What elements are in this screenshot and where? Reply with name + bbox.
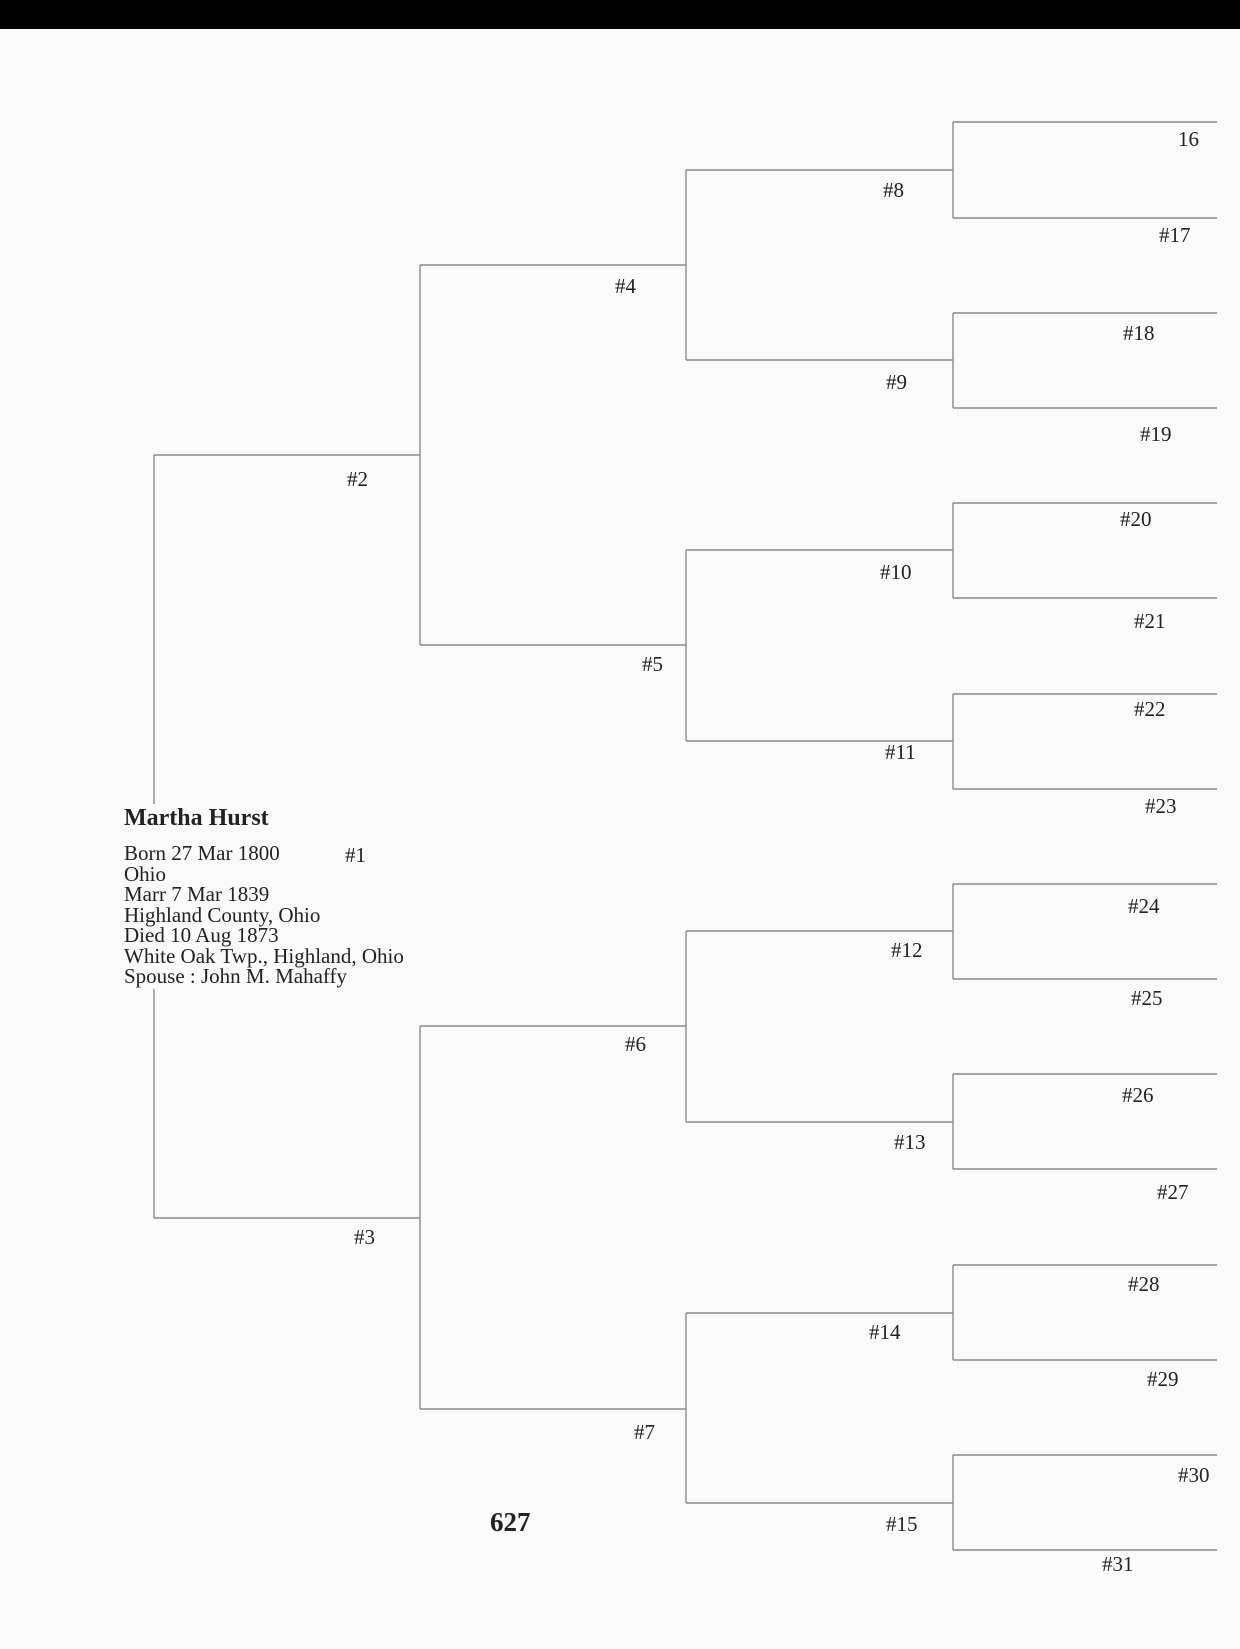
ancestor-label-6: #6	[625, 1032, 646, 1056]
ancestor-label-7: #7	[634, 1420, 655, 1444]
subject-spouse: Spouse : John M. Mahaffy	[124, 964, 348, 988]
ancestor-label-22: #22	[1134, 697, 1166, 721]
ancestor-label-5: #5	[642, 652, 663, 676]
ancestor-label-13: #13	[894, 1130, 926, 1154]
subject-marriage-date: Marr 7 Mar 1839	[124, 882, 270, 906]
ancestor-label-29: #29	[1147, 1367, 1179, 1391]
subject-born-date: Born 27 Mar 1800	[124, 841, 280, 865]
ancestor-label-17: #17	[1159, 223, 1191, 247]
ancestor-label-26: #26	[1122, 1083, 1154, 1107]
ancestor-label-31: #31	[1102, 1552, 1134, 1576]
ancestor-label-15: #15	[886, 1512, 918, 1536]
ancestor-label-14: #14	[869, 1320, 901, 1344]
ancestor-label-18: #18	[1123, 321, 1155, 345]
ancestor-label-2: #2	[347, 467, 368, 491]
ancestor-label-20: #20	[1120, 507, 1152, 531]
ancestor-label-21: #21	[1134, 609, 1166, 633]
page-number: 627	[490, 1507, 531, 1537]
ancestor-label-16: 16	[1178, 127, 1199, 151]
ancestor-label-8: #8	[883, 178, 904, 202]
subject-marriage-place: Highland County, Ohio	[124, 902, 321, 927]
ancestor-label-11: #11	[885, 740, 916, 764]
ancestor-label-24: #24	[1128, 894, 1160, 918]
ancestor-label-19: #19	[1140, 422, 1172, 446]
ancestor-label-30: #30	[1178, 1463, 1210, 1487]
ancestor-label-12: #12	[891, 938, 923, 962]
subject-number: #1	[345, 843, 366, 867]
subject-death-date: Died 10 Aug 1873	[124, 923, 279, 947]
ancestor-label-10: #10	[880, 560, 912, 584]
ancestor-label-4: #4	[615, 274, 636, 298]
ancestor-label-3: #3	[354, 1225, 375, 1249]
ancestor-label-25: #25	[1131, 986, 1163, 1010]
subject-person-block	[122, 804, 410, 989]
subject-name: Martha Hurst	[124, 805, 269, 831]
ancestor-label-9: #9	[886, 370, 907, 394]
ancestor-label-23: #23	[1145, 794, 1177, 818]
subject-born-place: Ohio	[124, 861, 166, 886]
ancestor-label-28: #28	[1128, 1272, 1160, 1296]
subject-death-place: White Oak Twp., Highland, Ohio	[124, 943, 404, 968]
ancestor-label-27: #27	[1157, 1180, 1189, 1204]
